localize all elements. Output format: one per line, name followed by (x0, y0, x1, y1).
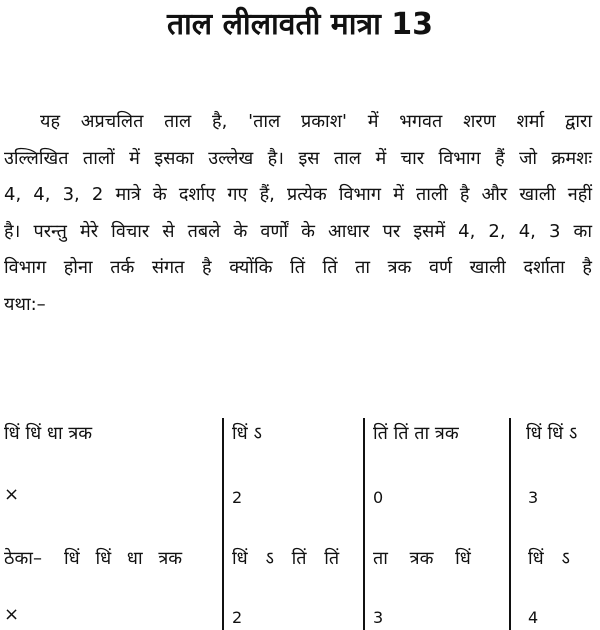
paragraph-line: है। परन्तु मेरे विचार से तबले के वर्णों के आधार पर इसमें 4, 2, 4, 3 का (4, 220, 592, 242)
paragraph-line: उल्लिखित तालों में इसका उल्लेख है। इस ताल में चार विभाग हैं जो क्रमशः (4, 147, 592, 169)
bol-cell: धिं ऽ (232, 423, 262, 444)
paragraph-line: विभाग होना तर्क संगत है क्योंकि तिं तिं ता त्रक वर्ण खाली दर्शाता है (4, 257, 592, 278)
page-title: ताल लीलावती मात्रा 13 (166, 7, 434, 42)
paragraph-line: यह अप्रचलित ताल है, 'ताल प्रकाश' में भगवत शरण शर्मा द्वारा (40, 111, 592, 132)
tali-marker: 3 (373, 608, 384, 627)
tali-marker: × (4, 484, 20, 505)
theka-bols: धिं ऽ तिं तिं (232, 548, 340, 569)
theka-label: ठेका– (4, 548, 42, 569)
tali-marker: 2 (232, 608, 243, 627)
division-bar (509, 418, 511, 630)
theka-bols: धिं ऽ (528, 548, 570, 569)
bol-cell: धिं धिं धा त्रक (4, 423, 93, 444)
paragraph-line: 4, 4, 3, 2 मात्रे के दर्शाए गए हैं, प्रत्येक विभाग में ताली है और खाली नहीं (4, 184, 592, 205)
theka-bols: ता त्रक धिं (373, 548, 471, 569)
tali-marker: × (4, 604, 20, 625)
bol-cell: तिं तिं ता त्रक (373, 423, 459, 444)
tali-marker: 4 (528, 608, 539, 627)
division-bar (222, 418, 224, 630)
tali-marker: 3 (528, 488, 539, 507)
theka-bols: धिं धिं धा त्रक (64, 548, 183, 569)
paragraph-line: यथा:– (4, 293, 46, 315)
body-paragraph (4, 104, 592, 323)
khali-marker: 0 (373, 488, 384, 507)
tali-marker: 2 (232, 488, 243, 507)
division-bar (363, 418, 365, 630)
bol-cell: धिं धिं ऽ (526, 423, 578, 444)
